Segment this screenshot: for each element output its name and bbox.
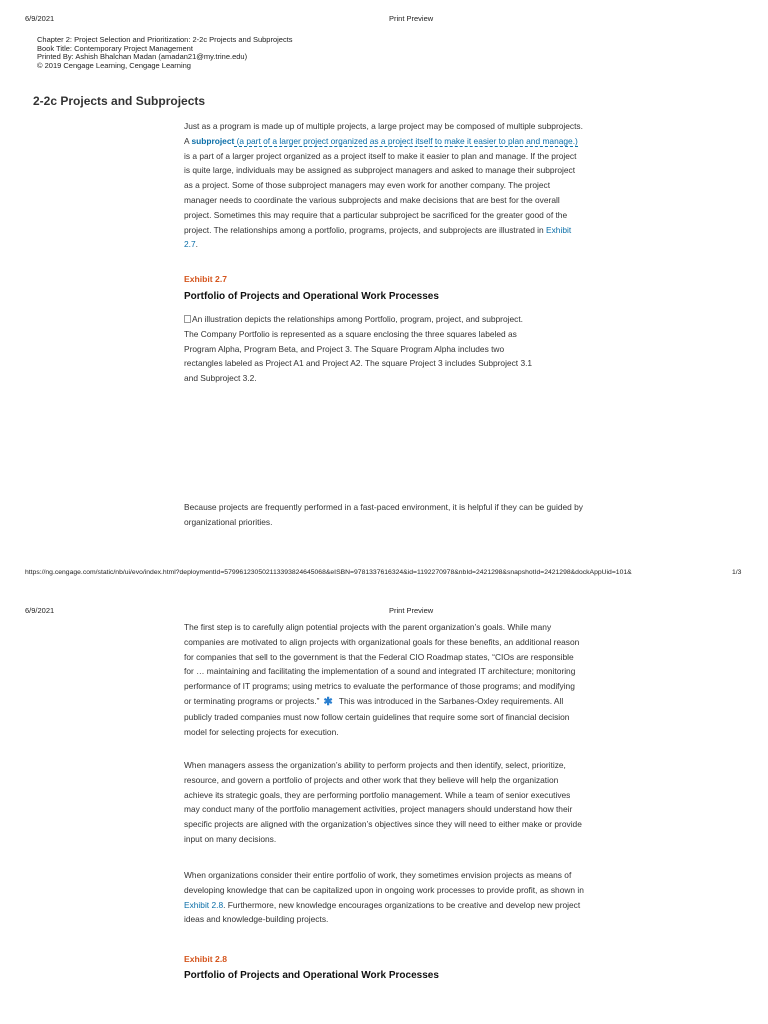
exhibit-2-8-link[interactable]: Exhibit 2.8: [184, 899, 224, 910]
page-number: 1/3: [732, 569, 742, 576]
text-span: When organizations consider their entire portfolio of work, they sometimes envision projects as means of developing knowledge that can be capitalized upon in ongoing work processes to provide profit, as shown in: [184, 870, 584, 895]
broken-image-icon: [184, 315, 191, 323]
exhibit-title: Portfolio of Projects and Operational Work Processes: [184, 970, 439, 981]
document-meta: [37, 36, 293, 70]
key-term[interactable]: subproject: [191, 135, 235, 146]
text-span: . Furthermore, new knowledge encourages organizations to be creative and develop new project ideas and knowledge-building projects.: [184, 899, 581, 925]
page-url: https://ng.cengage.com/static/nb/ui/evo/index.html?deploymentId=57996123050211339382464506​8&eISBN=9781337616324&id=1192270978&nbId=2421298&snapshotId=2421298&dockAppUid=101&: [25, 569, 632, 576]
meta-printed-by: Printed By: Ashish Bhalchan Madan (amadan21@my.trine.edu): [37, 52, 248, 62]
text-span: Just as a program is made up of multiple projects, a large project may be composed of multiple subprojects. A: [184, 121, 583, 146]
body-paragraph: [184, 620, 584, 739]
body-paragraph: [184, 868, 584, 927]
text-span: .: [195, 239, 198, 250]
exhibit-number: Exhibit 2.7: [184, 274, 227, 284]
body-paragraph: [184, 119, 584, 252]
print-date: 6/9/2021: [25, 14, 55, 23]
exhibit-number: Exhibit 2.8: [184, 954, 227, 964]
body-paragraph: [184, 758, 584, 847]
paragraph-text: When managers assess the organization’s ability to perform projects and then identify, select, prioritize, resource, and govern a portfolio of projects and other work that they believe will help the organization achieve its strategic goals, they are performing portfolio management. While a team of senior executives may conduct many of the portfolio management activities, project managers should understand how their specific projects are aligned with the organization’s objectives since they will need to either make or provide input on many decisions.: [184, 760, 582, 844]
text-span: This was introduced in the Sarbanes-Oxley requirements. All publicly traded companies must now follow certain guidelines that require some sort of financial decision model for selecting projects for execution.: [184, 695, 570, 737]
meta-chapter: Chapter 2: Project Selection and Prioritization: 2-2c Projects and Subprojects: [37, 35, 293, 44]
meta-book: Book Title: Contemporary Project Management: [37, 43, 193, 53]
image-alt-text: An illustration depicts the relationships among Portfolio, program, project, and subproject. The Company Portfolio is represented as a square enclosing the three squares labeled as Program Alpha, Program Beta, and Project 3. The Square Program Alpha includes two rectangles labeled as Project A1 and Project A2. The square Project 3 includes Subproject 3.1 and Subproject 3.2.: [184, 314, 533, 384]
paragraph-text: Because projects are frequently performed in a fast-paced environment, it is helpful if they can be guided by organizational priorities.: [184, 502, 583, 527]
text-span: The first step is to carefully align potential projects with the parent organization’s goals. While many companies are motivated to align projects with organizational goals for these benefits, an additional reason for companies that sell to the government is that the Federal CIO Roadmap states, “CIOs are responsible for … maintaining and facilitating the implementation of a sound and integrated IT architecture; monitoring performance of IT programs; using metrics to evaluate the performance of those programs; and modifying or terminating programs or projects.”: [184, 622, 580, 706]
print-date: 6/9/2021: [25, 606, 55, 615]
print-preview-label: Print Preview: [389, 606, 434, 615]
exhibit-image-alt: [184, 312, 534, 386]
exhibit-title: Portfolio of Projects and Operational Work Processes: [184, 291, 439, 302]
section-heading: 2-2c Projects and Subprojects: [33, 94, 206, 108]
exhibit-2-7-link[interactable]: Exhibit 2.7: [184, 224, 572, 250]
text-span: is a part of a larger project organized as a project itself to make it easier to plan and manage. If the project is quite large, individuals may be assigned as subproject managers and asked to manage their subproject as a project. Some of those subproject managers may even work for another company. The project manager needs to coordinate the various subprojects and make decisions that are best for the overall project. Sometimes this may require that a particular subproject be sacrificed for the greater good of the project. The relationships among a portfolio, programs, projects, and subprojects are illustrated in: [184, 150, 577, 235]
print-preview-label: Print Preview: [389, 14, 434, 23]
footnote-reference-icon[interactable]: ✱: [323, 695, 333, 708]
meta-copyright: © 2019 Cengage Learning, Cengage Learning: [37, 60, 191, 70]
body-paragraph: [184, 500, 584, 530]
key-term-definition[interactable]: (a part of a larger project organized as a project itself to make it easier to plan and manage.): [234, 135, 578, 146]
